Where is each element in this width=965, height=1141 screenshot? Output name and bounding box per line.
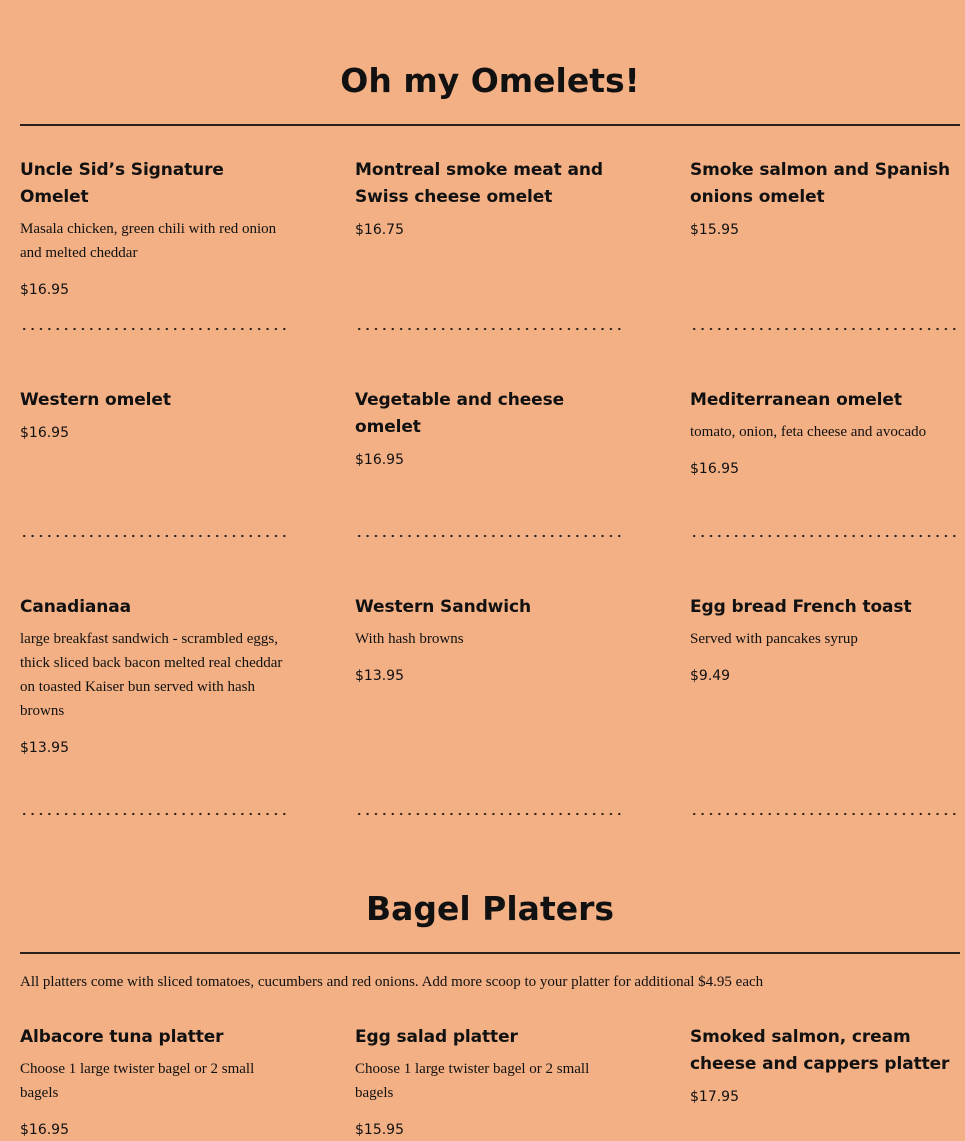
bagels-intro: All platters come with sliced tomatoes, cucumbers and red onions. Add more scoop to your platter for additional $4.95 each xyxy=(20,974,764,990)
bagels-section-title: Bagel Platers xyxy=(365,889,615,928)
menu-item-price: $13.95 xyxy=(355,668,404,684)
dotted-separator xyxy=(690,327,960,331)
menu-item-price: $15.95 xyxy=(355,1122,404,1138)
menu-item xyxy=(690,387,962,480)
menu-item-name: Egg salad platter xyxy=(355,1027,518,1047)
menu-item-name: Egg bread French toast xyxy=(690,597,912,617)
menu-item xyxy=(690,594,962,687)
menu-item-description: Served with pancakes syrup xyxy=(690,631,858,647)
menu-item-name: Mediterranean omelet xyxy=(690,390,902,410)
menu-item-price: $16.95 xyxy=(20,282,69,298)
menu-item-price: $16.95 xyxy=(20,1122,69,1138)
menu-item xyxy=(355,1024,627,1141)
menu-item-price: $13.95 xyxy=(20,740,69,756)
dotted-separator xyxy=(20,327,290,331)
menu-item xyxy=(355,594,627,687)
menu-item xyxy=(690,157,962,241)
menu-item-description: With hash browns xyxy=(355,631,464,647)
menu-item-price: $15.95 xyxy=(690,222,739,238)
menu-item-price: $16.75 xyxy=(355,222,404,238)
bagels-divider xyxy=(20,952,960,954)
dotted-separator xyxy=(20,812,290,816)
menu-item-price: $17.95 xyxy=(690,1089,739,1105)
menu-item-description: tomato, onion, feta cheese and avocado xyxy=(690,424,927,440)
menu-item-price: $9.49 xyxy=(690,668,731,684)
menu-item-description: Choose 1 large twister bagel or 2 small bagels xyxy=(355,1061,590,1101)
menu-item xyxy=(355,387,627,471)
menu-item-price: $16.95 xyxy=(690,461,739,477)
menu-item-price: $16.95 xyxy=(355,452,404,468)
dotted-separator xyxy=(355,812,625,816)
omelets-section-title: Oh my Omelets! xyxy=(340,61,640,100)
dotted-separator xyxy=(690,534,960,538)
menu-item-name: Uncle Sid’s Signature Omelet xyxy=(20,160,224,207)
menu-item-name: Montreal smoke meat and Swiss cheese omelet xyxy=(355,160,603,207)
menu-item-description: Masala chicken, green chili with red onion and melted cheddar xyxy=(20,221,277,261)
menu-item-name: Vegetable and cheese omelet xyxy=(355,390,565,437)
menu-item-name: Smoked salmon, cream cheese and cappers platter xyxy=(690,1027,950,1074)
dotted-separator xyxy=(355,327,625,331)
menu-item xyxy=(355,157,627,241)
menu-item xyxy=(20,1024,292,1141)
menu-item xyxy=(20,594,292,759)
menu-item-name: Western Sandwich xyxy=(355,597,531,617)
menu-item xyxy=(20,387,292,444)
menu-item-name: Western omelet xyxy=(20,390,171,410)
menu-item-price: $16.95 xyxy=(20,425,69,441)
menu-item-description: Choose 1 large twister bagel or 2 small bagels xyxy=(20,1061,255,1101)
dotted-separator xyxy=(355,534,625,538)
menu-item xyxy=(20,157,292,301)
dotted-separator xyxy=(690,812,960,816)
menu-item-name: Smoke salmon and Spanish onions omelet xyxy=(690,160,951,207)
omelets-divider xyxy=(20,124,960,126)
menu-item-name: Albacore tuna platter xyxy=(20,1027,224,1047)
dotted-separator xyxy=(20,534,290,538)
menu-item-name: Canadianaa xyxy=(20,597,132,617)
menu-item-description: large breakfast sandwich - scrambled eggs, thick sliced back bacon melted real cheddar on toasted Kaiser bun served with hash browns xyxy=(20,631,283,719)
menu-item xyxy=(690,1024,962,1108)
